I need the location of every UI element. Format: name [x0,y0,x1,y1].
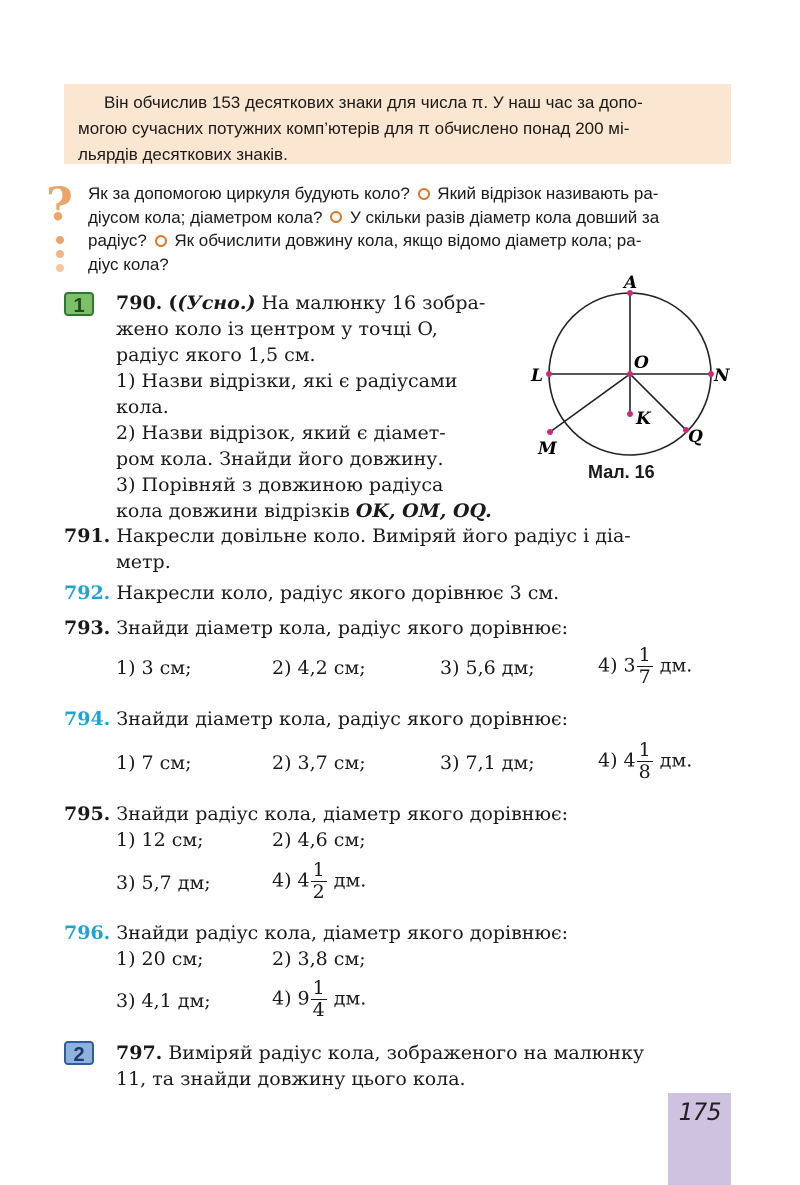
fraction: $\frac{1}{4}$ [312,977,325,1021]
question-text: Як обчислити довжину кола, якщо відомо діаметр кола; ра- [174,231,642,250]
problem-text: радіус якого 1,5 см. [116,344,316,366]
problem-text: Накресли коло, радіус якого дорівнює 3 см. [110,582,560,604]
point-k [627,411,633,417]
problem-text: 11, та знайди довжину цього кола. [116,1068,466,1090]
answer-option: 1) 7 см; [116,752,192,774]
answer-option: 3) 5,7 дм; [116,872,211,894]
problem-791 [64,523,734,575]
problem-text: ром кола. Знайди його довжину. [116,448,444,470]
problem-text: 1) Назви відрізки, які є радіусами [116,370,458,392]
answer-option: 1) 12 см; [116,829,204,851]
answer-option: 4) 4 $\frac{1}{2}$ дм. [272,859,367,903]
circle-figure [528,272,738,492]
problem-text: Знайди радіус кола, діаметр якого дорівнює: [110,803,569,825]
problem-796 [64,920,734,946]
level-2-badge: 2 [64,1041,94,1065]
question-text: діусом кола; діаметром кола? [88,207,323,227]
answer-option: 3) 7,1 дм; [440,752,535,774]
label-a: A [624,273,638,293]
problem-text: жено коло із центром у точці O, [116,318,438,340]
fraction: $\frac{1}{8}$ [638,739,651,783]
problem-793 [64,615,734,641]
problem-text: 3) Порівняй з довжиною радіуса [116,474,444,496]
point-l [546,371,552,377]
problem-number: 793. [64,617,111,639]
question-text: радіус? [88,231,147,250]
ring-bullet-icon [330,211,342,223]
question-text: Який відрізок називають ра- [437,184,659,203]
problem-text: метр. [116,551,171,573]
info-box [64,84,731,164]
info-line: могою сучасних потужних комп’ютерів для π обчислено понад 200 мі- [78,119,630,138]
answer-option: 2) 3,7 см; [272,752,366,774]
problem-text: На малюнку 16 зобра- [255,292,486,314]
answer-option: 3) 4,1 дм; [116,990,211,1012]
problem-number: 797. [116,1042,163,1064]
question-mark-icon [44,178,84,278]
problem-text: 2) Назви відрізок, який є діамет- [116,422,446,444]
answer-option: 2) 4,6 см; [272,829,366,851]
problem-790: 790. ((Усно.) На малюнку 16 зобра- жено коло із центром у точці O, радіус якого 1,5 см. 1) Назви відрізки, які є радіусами кола. 2) Назви відрізок, який є діамет- ром кола. Знайди його довжину. 3) Порівняй з довжиною радіуса кола довжини відрізків OK, OM, OQ. [116,290,526,524]
problem-text: кола. [116,396,169,418]
answer-option: 1) 3 см; [116,657,192,679]
label-n: N [714,366,730,386]
answer-option: 2) 3,8 см; [272,948,366,970]
ring-bullet-icon [155,235,167,247]
info-line: льярдів десяткових знаків. [78,145,288,164]
answer-option: 1) 20 см; [116,948,204,970]
level-1-badge: 1 [64,292,94,316]
label-l: L [531,366,543,386]
problem-number: 791. [64,525,111,547]
oral-label: (Усно.) [177,292,256,314]
label-q: Q [688,427,703,447]
question-text: діус кола? [88,254,169,274]
problem-text: Знайди радіус кола, діаметр якого дорівнює: [110,922,569,944]
label-m: M [538,439,557,459]
problem-number: 795. [64,803,111,825]
point-m [547,429,553,435]
problem-text: Знайди діаметр кола, радіус якого дорівнює: [110,617,569,639]
problem-794 [64,706,734,732]
problem-792 [64,580,734,606]
problem-number: 794. [64,708,111,730]
answer-option: 4) 4 $\frac{1}{8}$ дм. [598,739,693,783]
fraction: $\frac{1}{2}$ [312,859,325,903]
question-text: Як за допомогою циркуля будують коло? [88,184,410,203]
answer-option: 4) 9 $\frac{1}{4}$ дм. [272,977,367,1021]
fraction: $\frac{1}{7}$ [638,644,651,688]
segment-names: OK, OM, OQ. [355,500,492,522]
ring-bullet-icon [418,188,430,200]
label-k: K [636,409,651,429]
point-o [627,371,633,377]
problem-text: Виміряй радіус кола, зображеного на малюнку [162,1042,645,1064]
problem-text: Знайди діаметр кола, радіус якого дорівнює: [110,708,569,730]
figure-caption: Мал. 16 [588,462,655,482]
answer-option: 3) 5,6 дм; [440,657,535,679]
review-questions [88,182,733,276]
problem-797 [116,1040,732,1092]
question-text: У скільки разів діаметр кола довший за [349,207,660,227]
problem-text: кола довжини відрізків [116,500,356,522]
answer-option: 2) 4,2 см; [272,657,366,679]
svg-text:?: ? [46,178,73,231]
answer-option: 4) 3 $\frac{1}{7}$ дм. [598,644,693,688]
problem-number: 796. [64,922,111,944]
problem-number: 792. [64,582,111,604]
label-o: O [634,353,649,373]
problem-795 [64,801,734,827]
info-line: Він обчислив 153 десяткових знаки для числа π. У наш час за допо- [104,93,643,112]
problem-text: Накресли довільне коло. Виміряй його радіус і діа- [110,525,631,547]
page-number: 175 [678,1098,722,1126]
problem-number: 790. [116,292,163,314]
